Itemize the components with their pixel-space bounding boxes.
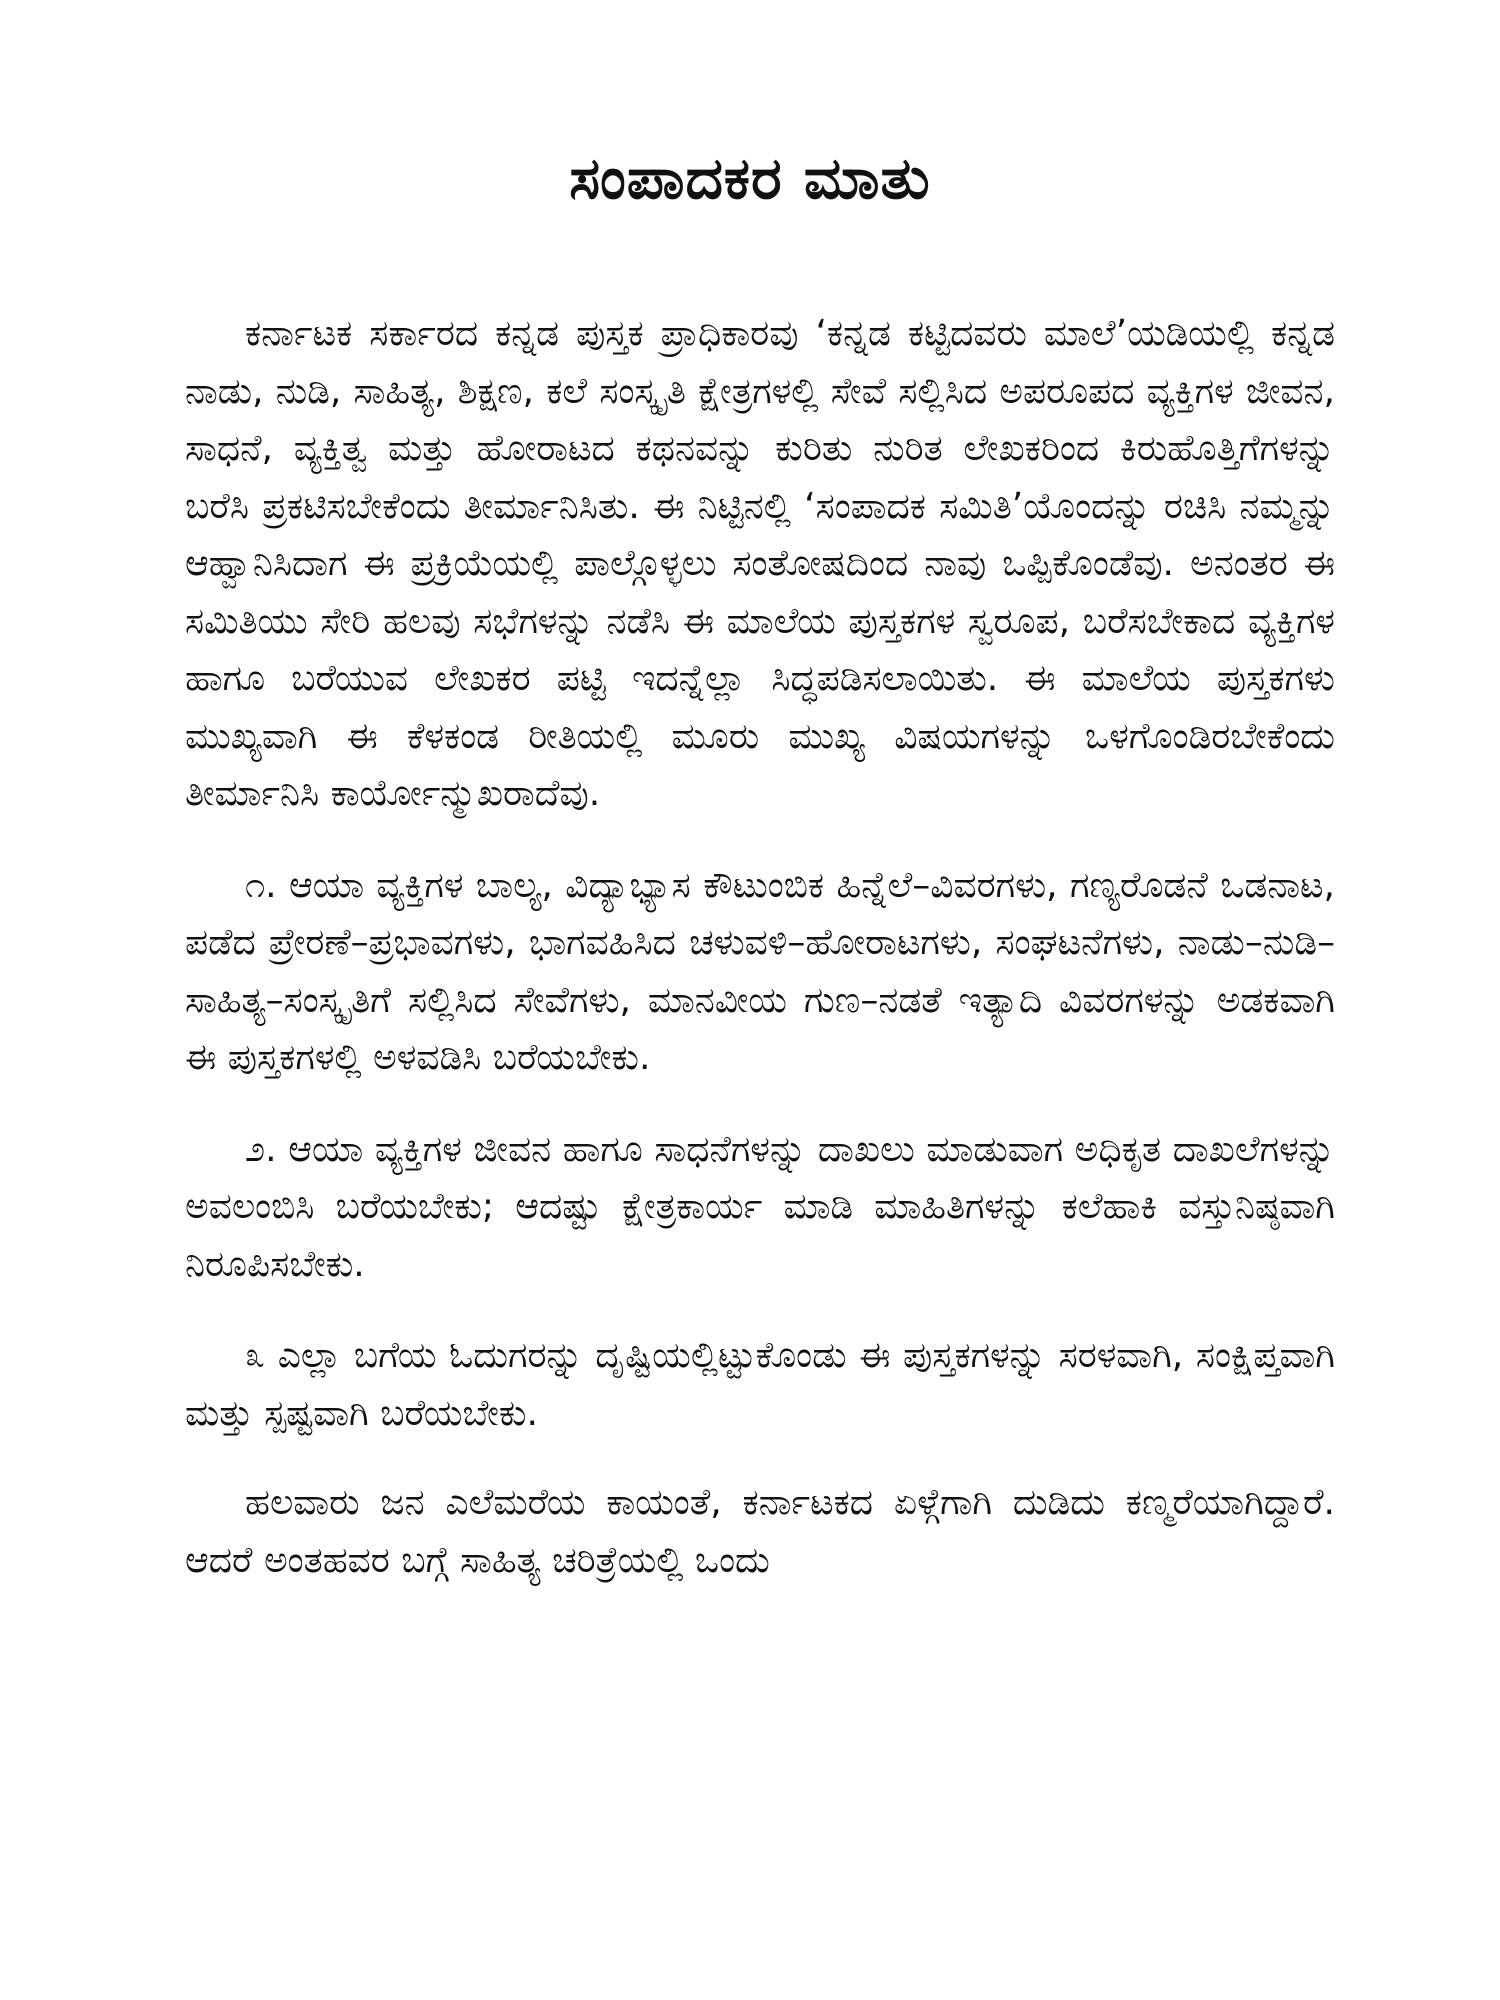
page-title: ಸಂಪಾದಕರ ಮಾತು: [569, 144, 931, 212]
paragraph-closing: ಹಲವಾರು ಜನ ಎಲೆಮರೆಯ ಕಾಯಂತೆ, ಕರ್ನಾಟಕದ ಏಳ್ಗೆಗಾಗಿ ದುಡಿದು ಕಣ್ಮರೆಯಾಗಿದ್ದಾರೆ. ಆದರೆ ಅಂತಹವರ ಬಗ್ಗೆ ಸಾಹಿತ್ಯ ಚರಿತ್ರೆಯಲ್ಲಿ ಒಂದು: [185, 1482, 1335, 1581]
paragraph-point-1: ೧. ಆಯಾ ವ್ಯಕ್ತಿಗಳ ಬಾಲ್ಯ, ವಿದ್ಯಾಭ್ಯಾಸ ಕೌಟುಂಬಿಕ ಹಿನ್ನೆಲೆ–ವಿವರಗಳು, ಗಣ್ಯರೊಡನೆ ಒಡನಾಟ, ಪಡೆದ ಪ್ರೇರಣೆ–ಪ್ರಭಾವಗಳು, ಭಾಗವಹಿಸಿದ ಚಳುವಳಿ–ಹೋರಾಟಗಳು, ಸಂಘಟನೆಗಳು, ನಾಡು–ನುಡಿ–ಸಾಹಿತ್ಯ–ಸಂಸ್ಕೃತಿಗೆ ಸಲ್ಲಿಸಿದ ಸೇವೆಗಳು, ಮಾನವೀಯ ಗುಣ–ನಡತೆ ಇತ್ಯಾದಿ ವಿವರಗಳನ್ನು ಅಡಕವಾಗಿ ಈ ಪುಸ್ತಕಗಳಲ್ಲಿ ಅಳವಡಿಸಿ ಬರೆಯಬೇಕು.: [185, 864, 1335, 1078]
paragraph-point-3: ೩ ಎಲ್ಲಾ ಬಗೆಯ ಓದುಗರನ್ನು ದೃಷ್ಟಿಯಲ್ಲಿಟ್ಟುಕೊಂಡು ಈ ಪುಸ್ತಕಗಳನ್ನು ಸರಳವಾಗಿ, ಸಂಕ್ಷಿಪ್ತವಾಗಿ ಮತ್ತು ಸ್ಪಷ್ಟವಾಗಿ ಬರೆಯಬೇಕು.: [185, 1335, 1335, 1434]
paragraph-point-2: ೨. ಆಯಾ ವ್ಯಕ್ತಿಗಳ ಜೀವನ ಹಾಗೂ ಸಾಧನೆಗಳನ್ನು ದಾಖಲು ಮಾಡುವಾಗ ಅಧಿಕೃತ ದಾಖಲೆಗಳನ್ನು ಅವಲಂಬಿಸಿ ಬರೆಯಬೇಕು; ಆದಷ್ಟು ಕ್ಷೇತ್ರಕಾರ್ಯ ಮಾಡಿ ಮಾಹಿತಿಗಳನ್ನು ಕಲೆಹಾಕಿ ವಸ್ತುನಿಷ್ಠವಾಗಿ ನಿರೂಪಿಸಬೇಕು.: [185, 1128, 1335, 1285]
document-body: [185, 305, 1335, 1623]
paragraph-intro: ಕರ್ನಾಟಕ ಸರ್ಕಾರದ ಕನ್ನಡ ಪುಸ್ತಕ ಪ್ರಾಧಿಕಾರವು ‘ಕನ್ನಡ ಕಟ್ಟಿದವರು ಮಾಲೆ’ಯಡಿಯಲ್ಲಿ ಕನ್ನಡ ನಾಡು, ನುಡಿ, ಸಾಹಿತ್ಯ, ಶಿಕ್ಷಣ, ಕಲೆ ಸಂಸ್ಕೃತಿ ಕ್ಷೇತ್ರಗಳಲ್ಲಿ ಸೇವೆ ಸಲ್ಲಿಸಿದ ಅಪರೂಪದ ವ್ಯಕ್ತಿಗಳ ಜೀವನ, ಸಾಧನೆ, ವ್ಯಕ್ತಿತ್ವ ಮತ್ತು ಹೋರಾಟದ ಕಥನವನ್ನು ಕುರಿತು ನುರಿತ ಲೇಖಕರಿಂದ ಕಿರುಹೊತ್ತಿಗೆಗಳನ್ನು ಬರೆಸಿ ಪ್ರಕಟಿಸಬೇಕೆಂದು ತೀರ್ಮಾನಿಸಿತು. ಈ ನಿಟ್ಟಿನಲ್ಲಿ ‘ಸಂಪಾದಕ ಸಮಿತಿ’ಯೊಂದನ್ನು ರಚಿಸಿ ನಮ್ಮನ್ನು ಆಹ್ವಾನಿಸಿದಾಗ ಈ ಪ್ರಕ್ರಿಯೆಯಲ್ಲಿ ಪಾಲ್ಗೊಳ್ಳಲು ಸಂತೋಷದಿಂದ ನಾವು ಒಪ್ಪಿಕೊಂಡೆವು. ಅನಂತರ ಈ ಸಮಿತಿಯು ಸೇರಿ ಹಲವು ಸಭೆಗಳನ್ನು ನಡೆಸಿ ಈ ಮಾಲೆಯ ಪುಸ್ತಕಗಳ ಸ್ವರೂಪ, ಬರೆಸಬೇಕಾದ ವ್ಯಕ್ತಿಗಳ ಹಾಗೂ ಬರೆಯುವ ಲೇಖಕರ ಪಟ್ಟಿ ಇದನ್ನೆಲ್ಲಾ ಸಿದ್ಧಪಡಿಸಲಾಯಿತು. ಈ ಮಾಲೆಯ ಪುಸ್ತಕಗಳು ಮುಖ್ಯವಾಗಿ ಈ ಕೆಳಕಂಡ ರೀತಿಯಲ್ಲಿ ಮೂರು ಮುಖ್ಯ ವಿಷಯಗಳನ್ನು ಒಳಗೊಂಡಿರಬೇಕೆಂದು ತೀರ್ಮಾನಿಸಿ ಕಾರ್ಯೋನ್ಮುಖರಾದೆವು.: [185, 313, 1335, 814]
